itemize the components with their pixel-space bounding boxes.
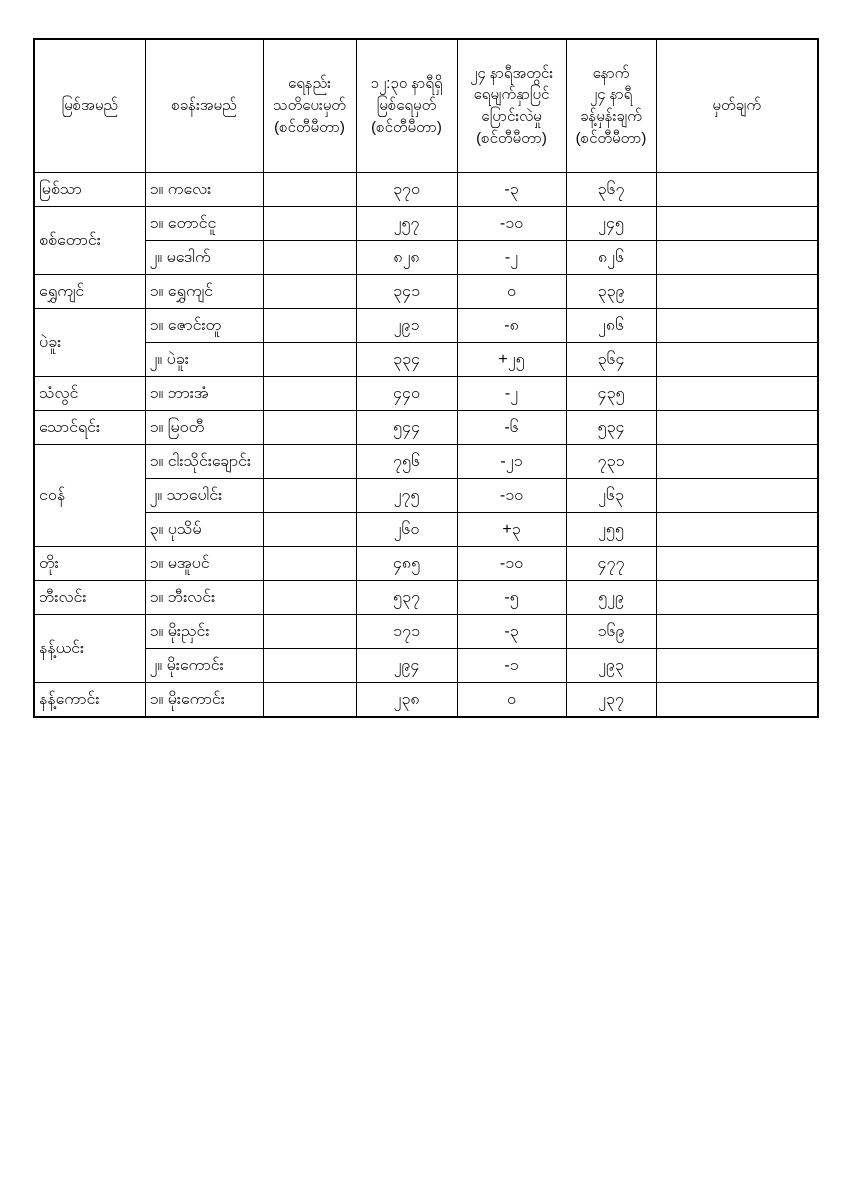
forecast-24h-cell: ၂၃၇ [566,683,656,718]
river-cell: နန့်ကောင်း [34,683,145,718]
warning-level-cell [263,445,356,479]
change-24h-cell: +၂၅ [457,343,566,377]
change-24h-cell: -၂၁ [457,445,566,479]
river-cell: သောင်ရင်း [34,411,145,445]
forecast-24h-cell: ၃၆၇ [566,173,656,207]
column-header-forecast-line: ၂၄ နာရီ [589,86,633,104]
table-row [34,683,818,718]
column-header-warning-line: (စင်တီမီတာ) [274,118,345,136]
column-header-forecast-line: ခန့်မှန်းချက် [580,108,642,125]
forecast-24h-cell: ၂၈၆ [566,309,656,343]
forecast-24h-cell: ၅၃၄ [566,411,656,445]
station-cell: ၂။ မိုးကောင်း [145,649,263,683]
column-header-level [356,39,457,173]
water-level-cell: ၄၈၅ [356,547,457,581]
change-24h-cell: -၂ [457,377,566,411]
station-cell: ၁။ မအူပင် [145,547,263,581]
station-cell: ၁။ ဇောင်းတူ [145,309,263,343]
river-cell: ရွှေကျင် [34,275,145,309]
remark-cell [656,479,818,513]
station-cell: ၂။ မဒေါက် [145,241,263,275]
warning-level-cell [263,411,356,445]
column-header-change-line: ၂၄ နာရီအတွင်း [469,64,554,82]
warning-level-cell [263,309,356,343]
remark-cell [656,173,818,207]
river-cell: စစ်တောင်း [34,207,145,275]
column-header-change-line: ပြောင်းလဲမှု [481,108,542,125]
warning-level-cell [263,207,356,241]
station-cell: ၃။ ပုသိမ် [145,513,263,547]
warning-level-cell [263,377,356,411]
table-row [34,649,818,683]
remark-cell [656,207,818,241]
forecast-24h-cell: ၇၃၁ [566,445,656,479]
column-header-change [457,39,566,173]
remark-cell [656,275,818,309]
column-header-warning-line: သတိပေးမှတ် [273,97,346,115]
table-row [34,207,818,241]
remark-cell [656,445,818,479]
column-header-change-line: (စင်တီမီတာ) [476,129,547,147]
station-cell: ၂။ သာပေါင်း [145,479,263,513]
warning-level-cell [263,649,356,683]
change-24h-cell: ၀ [457,275,566,309]
water-level-cell: ၂၆၀ [356,513,457,547]
forecast-24h-cell: ၈၂၆ [566,241,656,275]
station-cell: ၁။ ကလေး [145,173,263,207]
forecast-24h-cell: ၂၉၃ [566,649,656,683]
remark-cell [656,377,818,411]
station-cell: ၁။ မြဝတီ [145,411,263,445]
change-24h-cell: -၂ [457,241,566,275]
water-level-cell: ၈၂၈ [356,241,457,275]
change-24h-cell: -၁၀ [457,207,566,241]
water-level-cell: ၂၉၁ [356,309,457,343]
station-cell: ၂။ ပဲခူး [145,343,263,377]
change-24h-cell: -၃ [457,615,566,649]
change-24h-cell: -၁၀ [457,547,566,581]
warning-level-cell [263,683,356,718]
remark-cell [656,683,818,718]
station-cell: ၁။ မိုးညှင်း [145,615,263,649]
water-level-cell: ၃၄၁ [356,275,457,309]
water-level-cell: ၃၇၀ [356,173,457,207]
station-cell: ၁။ ရွှေကျင် [145,275,263,309]
river-cell: ပဲခူး [34,309,145,377]
remark-cell [656,615,818,649]
change-24h-cell: ၀ [457,683,566,718]
warning-level-cell [263,173,356,207]
column-header-river-line: မြစ်အမည် [61,97,118,115]
table-row [34,173,818,207]
water-level-cell: ၇၅၆ [356,445,457,479]
remark-cell [656,649,818,683]
change-24h-cell: -၈ [457,309,566,343]
forecast-24h-cell: ၄၃၅ [566,377,656,411]
change-24h-cell: -၆ [457,411,566,445]
warning-level-cell [263,513,356,547]
table-row [34,513,818,547]
water-level-cell: ၃၃၄ [356,343,457,377]
remark-cell [656,547,818,581]
column-header-station-line: စခန်းအမည် [171,97,237,115]
station-cell: ၁။ ငါးသိုင်းချောင်း [145,445,263,479]
table-row [34,445,818,479]
water-level-cell: ၅၄၄ [356,411,457,445]
column-header-level-line: ၁၂:၃၀ နာရီရှိ [370,75,443,93]
warning-level-cell [263,615,356,649]
table-body [34,173,818,718]
forecast-24h-cell: ၅၂၉ [566,581,656,615]
table-row [34,411,818,445]
table-row [34,275,818,309]
change-24h-cell: -၅ [457,581,566,615]
river-cell: သံလွင် [34,377,145,411]
forecast-24h-cell: ၂၅၅ [566,513,656,547]
station-cell: ၁။ မိုးကောင်း [145,683,263,718]
water-level-cell: ၁၇၁ [356,615,457,649]
column-header-level-line: (စင်တီမီတာ) [371,118,442,136]
table-row [34,343,818,377]
remark-cell [656,581,818,615]
column-header-remark-line: မှတ်ချက် [712,97,762,115]
change-24h-cell: -၃ [457,173,566,207]
water-level-cell: ၂၉၄ [356,649,457,683]
water-level-cell: ၂၇၅ [356,479,457,513]
column-header-forecast [566,39,656,173]
water-level-cell: ၂၃၈ [356,683,457,718]
river-cell: နန့်ယင်း [34,615,145,683]
remark-cell [656,411,818,445]
water-level-cell: ၅၃၇ [356,581,457,615]
warning-level-cell [263,241,356,275]
river-cell: တိုး [34,547,145,581]
table-row [34,581,818,615]
warning-level-cell [263,275,356,309]
river-water-level-table [33,38,819,718]
forecast-24h-cell: ၁၆၉ [566,615,656,649]
column-header-level-line: မြစ်ရေမှတ် [376,97,437,115]
warning-level-cell [263,547,356,581]
table-row [34,309,818,343]
water-level-cell: ၄၄၀ [356,377,457,411]
forecast-24h-cell: ၂၆၃ [566,479,656,513]
column-header-remark [656,39,818,173]
column-header-change-line: ရေမျက်နှာပြင် [473,86,550,104]
change-24h-cell: +၃ [457,513,566,547]
remark-cell [656,309,818,343]
station-cell: ၁။ ဘီးလင်း [145,581,263,615]
table-header-row [34,39,818,173]
column-header-river [34,39,145,173]
forecast-24h-cell: ၃၃၉ [566,275,656,309]
remark-cell [656,343,818,377]
remark-cell [656,241,818,275]
table-row [34,615,818,649]
column-header-warning-line: ရေနည်း [288,75,331,93]
column-header-forecast-line: (စင်တီမီတာ) [575,129,647,147]
forecast-24h-cell: ၄၇၇ [566,547,656,581]
forecast-24h-cell: ၂၄၅ [566,207,656,241]
table-header [34,39,818,173]
warning-level-cell [263,479,356,513]
warning-level-cell [263,343,356,377]
column-header-forecast-line: နောက် [592,64,630,82]
table-row [34,241,818,275]
table-row [34,479,818,513]
river-cell: ငဝန် [34,445,145,547]
column-header-warning [263,39,356,173]
river-cell: မြစ်သာ [34,173,145,207]
water-level-cell: ၂၅၇ [356,207,457,241]
table-row [34,377,818,411]
station-cell: ၁။ တောင်ငူ [145,207,263,241]
change-24h-cell: -၁၀ [457,479,566,513]
change-24h-cell: -၁ [457,649,566,683]
remark-cell [656,513,818,547]
river-cell: ဘီးလင်း [34,581,145,615]
table-row [34,547,818,581]
column-header-station [145,39,263,173]
warning-level-cell [263,581,356,615]
station-cell: ၁။ ဘားအံ [145,377,263,411]
forecast-24h-cell: ၃၆၄ [566,343,656,377]
